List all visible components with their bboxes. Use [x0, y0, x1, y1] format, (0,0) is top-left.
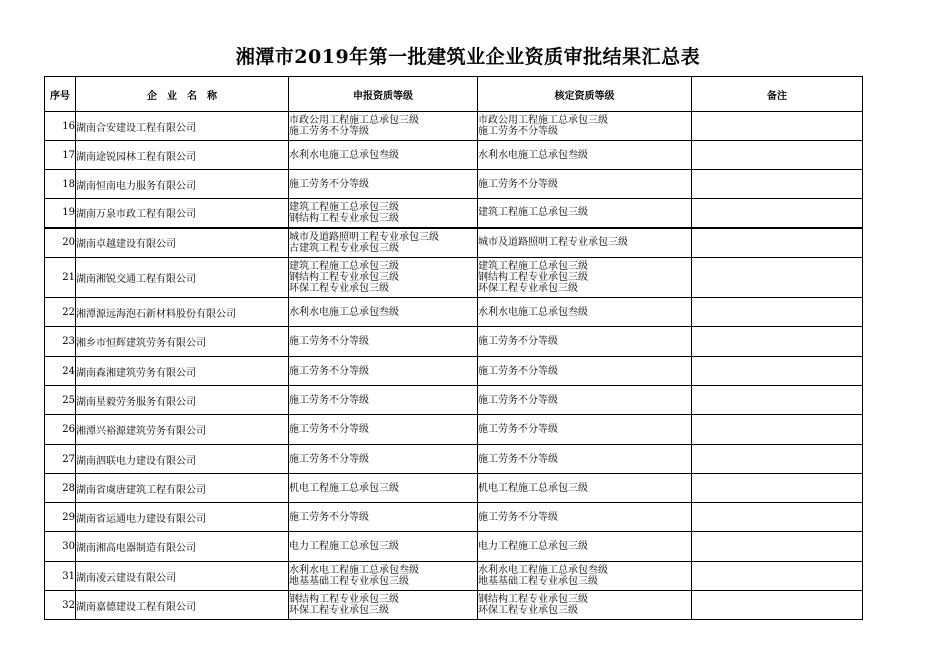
- table-row: [45, 199, 863, 228]
- remarks-cell: [692, 357, 863, 386]
- company-name: 湖南凌云建设有限公司: [76, 562, 289, 591]
- company-name: 湖南湘锐交通工程有限公司: [76, 258, 289, 298]
- company-name: 湖南星毅劳务服务有限公司: [76, 386, 289, 415]
- approved-qualification: [478, 199, 692, 228]
- company-name: 湘潭兴裕源建筑劳务有限公司: [76, 415, 289, 445]
- table-row: [45, 327, 863, 357]
- company-name: 湖南万泉市政工程有限公司: [76, 199, 289, 228]
- remarks-cell: [692, 562, 863, 591]
- approved-qualification: [478, 258, 692, 298]
- row-index: 22: [45, 298, 76, 327]
- company-name: 湘乡市恒辉建筑劳务有限公司: [76, 327, 289, 357]
- applied-qualification: [289, 562, 478, 591]
- remarks-cell: [692, 258, 863, 298]
- approved-qualification: [478, 532, 692, 562]
- applied-qualification-line: 钢结构工程专业承包三级: [289, 212, 399, 224]
- row-index: 30: [45, 532, 76, 562]
- row-index: 24: [45, 357, 76, 386]
- table-row: [45, 562, 863, 591]
- approved-qualification: [478, 562, 692, 591]
- approved-qualification: [478, 445, 692, 474]
- remarks-cell: [692, 327, 863, 357]
- remarks-cell: [692, 503, 863, 532]
- approved-qualification: [478, 141, 692, 170]
- applied-qualification: [289, 445, 478, 474]
- applied-qualification-line: 施工劳务不分等级: [289, 336, 369, 347]
- table-row: [45, 415, 863, 445]
- applied-qualification: [289, 474, 478, 503]
- applied-qualification-line: 钢结构工程专业承包三级: [289, 272, 399, 283]
- approved-qualification-line: 施工劳务不分等级: [478, 365, 558, 377]
- header-remarks: 备注: [692, 77, 863, 112]
- company-name: 湖南卓越建设有限公司: [76, 228, 289, 258]
- approved-qualification-line: 施工劳务不分等级: [478, 336, 558, 347]
- approved-qualification-line: 施工劳务不分等级: [478, 424, 558, 435]
- approved-qualification-line: 地基基础工程专业承包三级: [478, 576, 598, 587]
- table-row: [45, 112, 863, 141]
- approved-qualification: [478, 228, 692, 258]
- row-index: 23: [45, 327, 76, 357]
- approved-qualification-line: 机电工程施工总承包三级: [478, 482, 588, 494]
- row-index: 21: [45, 258, 76, 298]
- table-row: [45, 258, 863, 298]
- applied-qualification: [289, 415, 478, 445]
- remarks-cell: [692, 474, 863, 503]
- applied-qualification-line: 钢结构工程专业承包三级: [289, 594, 399, 605]
- row-index: 31: [45, 562, 76, 591]
- applied-qualification-line: 古建筑工程专业承包三级: [289, 242, 399, 254]
- company-name: 湖南湘高电器制造有限公司: [76, 532, 289, 562]
- approved-qualification: [478, 415, 692, 445]
- applied-qualification-line: 水利水电工程施工总承包叁级: [289, 565, 419, 576]
- row-index: 29: [45, 503, 76, 532]
- table-row: [45, 445, 863, 474]
- remarks-cell: [692, 532, 863, 562]
- company-name: 湖南恒南电力服务有限公司: [76, 170, 289, 199]
- applied-qualification-line: 施工劳务不分等级: [289, 365, 369, 377]
- approved-qualification: [478, 474, 692, 503]
- applied-qualification: [289, 112, 478, 141]
- approved-qualification: [478, 591, 692, 620]
- company-name: 湖南途锐园林工程有限公司: [76, 141, 289, 170]
- applied-qualification-line: 环保工程专业承包三级: [289, 283, 389, 294]
- remarks-cell: [692, 228, 863, 258]
- approved-qualification-line: 水利水电施工总承包叁级: [478, 306, 588, 318]
- approved-qualification-line: 施工劳务不分等级: [478, 511, 558, 523]
- row-index: 32: [45, 591, 76, 620]
- applied-qualification-line: 施工劳务不分等级: [289, 453, 369, 465]
- table-row: [45, 298, 863, 327]
- approved-qualification-line: 电力工程施工总承包三级: [478, 541, 588, 552]
- company-name: 湖南泗联电力建设有限公司: [76, 445, 289, 474]
- applied-qualification-line: 环保工程专业承包三级: [289, 605, 389, 616]
- applied-qualification-line: 水利水电施工总承包叁级: [289, 149, 399, 161]
- applied-qualification: [289, 141, 478, 170]
- applied-qualification: [289, 228, 478, 258]
- approved-qualification: [478, 357, 692, 386]
- applied-qualification-line: 市政公用工程施工总承包三级: [289, 115, 419, 126]
- applied-qualification: [289, 199, 478, 228]
- approved-qualification-line: 钢结构工程专业承包三级: [478, 272, 588, 283]
- remarks-cell: [692, 445, 863, 474]
- remarks-cell: [692, 298, 863, 327]
- remarks-cell: [692, 170, 863, 199]
- applied-qualification-line: 施工劳务不分等级: [289, 424, 369, 435]
- row-index: 28: [45, 474, 76, 503]
- table-row: [45, 503, 863, 532]
- approved-qualification: [478, 327, 692, 357]
- applied-qualification: [289, 327, 478, 357]
- table-row: [45, 170, 863, 199]
- approved-qualification-line: 市政公用工程施工总承包三级: [478, 115, 608, 126]
- row-index: 16: [45, 112, 76, 141]
- approved-qualification-line: 建筑工程施工总承包三级: [478, 261, 588, 272]
- page-title: 湘潭市2019年第一批建筑业企业资质审批结果汇总表: [235, 46, 701, 68]
- company-name: 湖南森湘建筑劳务有限公司: [76, 357, 289, 386]
- approved-qualification: [478, 503, 692, 532]
- company-name: 湖南嘉德建设工程有限公司: [76, 591, 289, 620]
- approved-qualification-line: 水利水电工程施工总承包叁级: [478, 565, 608, 576]
- approved-qualification-line: 施工劳务不分等级: [478, 178, 558, 190]
- table-row: [45, 228, 863, 258]
- approved-qualification-line: 钢结构工程专业承包三级: [478, 594, 588, 605]
- row-index: 27: [45, 445, 76, 474]
- applied-qualification-line: 施工劳务不分等级: [289, 178, 369, 190]
- approved-qualification-line: 水利水电施工总承包叁级: [478, 149, 588, 161]
- applied-qualification: [289, 170, 478, 199]
- header-company: 企 业 名 称: [76, 77, 289, 112]
- row-index: 17: [45, 141, 76, 170]
- applied-qualification: [289, 591, 478, 620]
- table-row: [45, 386, 863, 415]
- company-name: 湖南省运通电力建设有限公司: [76, 503, 289, 532]
- row-index: 19: [45, 199, 76, 228]
- header-row: [45, 77, 863, 112]
- remarks-cell: [692, 415, 863, 445]
- row-index: 25: [45, 386, 76, 415]
- applied-qualification: [289, 258, 478, 298]
- applied-qualification-line: 机电工程施工总承包三级: [289, 482, 399, 494]
- applied-qualification: [289, 386, 478, 415]
- header-index: 序号: [45, 77, 76, 112]
- row-index: 26: [45, 415, 76, 445]
- approved-qualification: [478, 112, 692, 141]
- approved-qualification-line: 城市及道路照明工程专业承包三级: [478, 237, 628, 249]
- table-row: [45, 357, 863, 386]
- table-row: [45, 532, 863, 562]
- remarks-cell: [692, 591, 863, 620]
- remarks-cell: [692, 199, 863, 228]
- applied-qualification-line: 施工劳务不分等级: [289, 511, 369, 523]
- company-name: 湘潭源远海泡石新材料股份有限公司: [76, 298, 289, 327]
- table-row: [45, 474, 863, 503]
- approved-qualification-line: 环保工程专业承包三级: [478, 283, 578, 294]
- approved-qualification: [478, 386, 692, 415]
- approved-qualification-line: 施工劳务不分等级: [478, 126, 558, 137]
- header-applied: 申报资质等级: [289, 77, 478, 112]
- approved-qualification-line: 建筑工程施工总承包三级: [478, 207, 588, 219]
- row-index: 20: [45, 228, 76, 258]
- applied-qualification-line: 电力工程施工总承包三级: [289, 541, 399, 552]
- table-row: [45, 591, 863, 620]
- approved-qualification-line: 施工劳务不分等级: [478, 453, 558, 465]
- applied-qualification-line: 地基基础工程专业承包三级: [289, 576, 409, 587]
- remarks-cell: [692, 386, 863, 415]
- row-index: 18: [45, 170, 76, 199]
- applied-qualification-line: 建筑工程施工总承包三级: [289, 261, 399, 272]
- applied-qualification: [289, 532, 478, 562]
- approved-qualification-line: 环保工程专业承包三级: [478, 605, 578, 616]
- approved-qualification: [478, 298, 692, 327]
- applied-qualification-line: 施工劳务不分等级: [289, 126, 369, 137]
- applied-qualification-line: 城市及道路照明工程专业承包三级: [289, 231, 439, 243]
- applied-qualification-line: 水利水电施工总承包叁级: [289, 306, 399, 318]
- approved-qualification-line: 施工劳务不分等级: [478, 394, 558, 406]
- remarks-cell: [692, 141, 863, 170]
- table-body: [45, 112, 863, 620]
- table-row: [45, 141, 863, 170]
- company-name: 湖南合安建设工程有限公司: [76, 112, 289, 141]
- applied-qualification: [289, 298, 478, 327]
- company-name: 湖南省虞唐建筑工程有限公司: [76, 474, 289, 503]
- approved-qualification: [478, 170, 692, 199]
- applied-qualification-line: 施工劳务不分等级: [289, 394, 369, 406]
- applied-qualification-line: 建筑工程施工总承包三级: [289, 201, 399, 213]
- remarks-cell: [692, 112, 863, 141]
- applied-qualification: [289, 357, 478, 386]
- header-approved: 核定资质等级: [478, 77, 692, 112]
- qualification-table: [44, 76, 863, 620]
- applied-qualification: [289, 503, 478, 532]
